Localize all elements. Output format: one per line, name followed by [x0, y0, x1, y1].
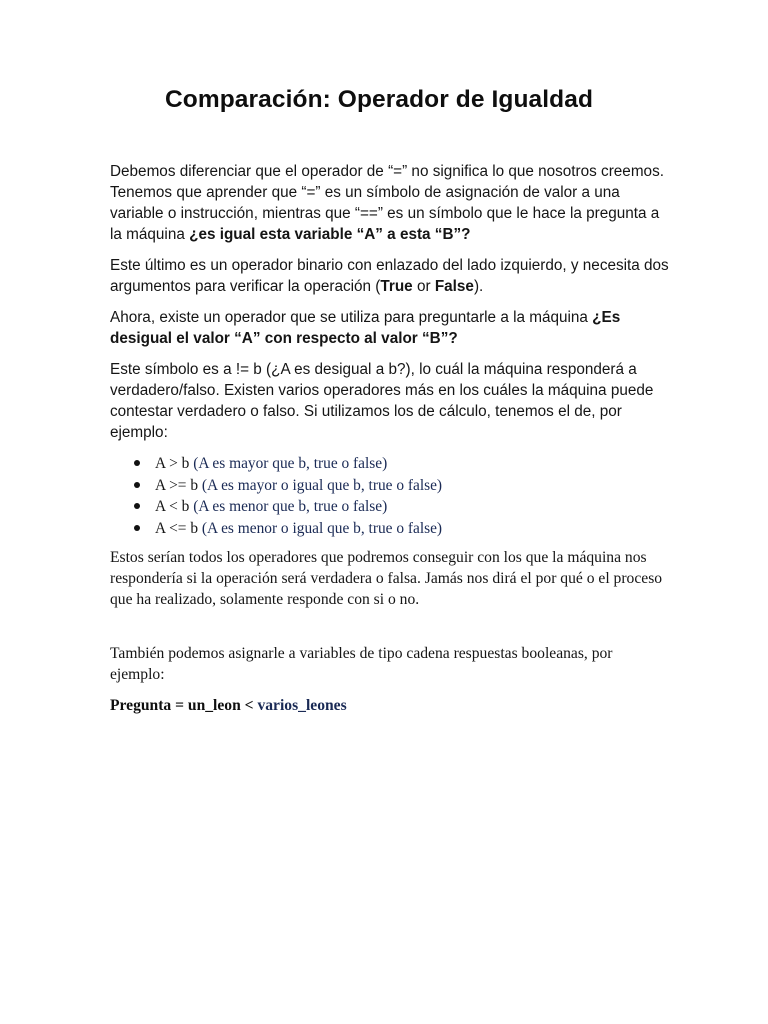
- false-keyword: False: [434, 278, 474, 295]
- operator-description: (A es mayor o igual que b, true o false): [198, 476, 443, 494]
- paragraph-binary-close: ).: [473, 278, 484, 295]
- paragraph-intro-text: Debemos diferenciar que el operador de “=” no significa lo que nosotros creemos. Tenemos que aprender que “=” es un símbolo de asignación de valor a una variable o instrucción, mientras que “==” es un símbolo que le hace la pregunta a la máquina: [110, 163, 664, 243]
- list-item: [134, 496, 670, 518]
- paragraph-inequality-text: Ahora, existe un operador que se utiliza para preguntarle a la máquina: [110, 309, 593, 326]
- bullet-icon: [134, 503, 140, 509]
- page-title: Comparación: Operador de Igualdad: [164, 86, 594, 113]
- paragraph-intro-question: ¿es igual esta variable “A” a esta “B”?: [189, 226, 471, 243]
- spacer: [110, 610, 670, 643]
- paragraph-inequality: [110, 307, 670, 349]
- or-word: or: [412, 278, 435, 295]
- document-body: [110, 161, 670, 716]
- bullet-icon: [134, 525, 140, 531]
- bullet-icon: [134, 460, 140, 466]
- operator-expression: A <= b: [155, 519, 199, 537]
- operator-expression: A > b: [155, 455, 190, 472]
- code-example-lhs: Pregunta = un_leon <: [110, 697, 258, 714]
- paragraph-inequality-question: ¿Es desigual el valor “A” con respecto al valor “B”?: [110, 309, 621, 347]
- code-example: [110, 695, 670, 716]
- operator-description: (A es menor o igual que b, true o false): [198, 519, 443, 537]
- list-item: [134, 518, 670, 540]
- paragraph-assignment: También podemos asignarle a variables de tipo cadena respuestas booleanas, por ejemplo:: [110, 645, 613, 683]
- true-keyword: True: [380, 278, 413, 295]
- operator-expression: A >= b: [155, 476, 199, 494]
- list-item: [134, 475, 670, 497]
- paragraph-summary: Estos serían todos los operadores que podremos conseguir con los que la máquina nos respondería si la operación será verdadera o falsa. Jamás nos dirá el por qué o el proceso que ha realizado, solamente responde con si o no.: [110, 549, 663, 608]
- bullet-icon: [134, 482, 140, 488]
- paragraph-binary-operator: [110, 255, 670, 297]
- list-item: [134, 453, 670, 475]
- operator-description: (A es menor que b, true o false): [189, 498, 388, 515]
- operators-list: [110, 453, 670, 539]
- paragraph-intro: [110, 161, 670, 245]
- operator-description: (A es mayor que b, true o false): [189, 455, 388, 472]
- paragraph-binary-text: Este último es un operador binario con enlazado del lado izquierdo, y necesita dos argumentos para verificar la operación (: [110, 257, 669, 295]
- paragraph-symbol: Este símbolo es a != b (¿A es desigual a b?), lo cuál la máquina responderá a verdadero/falso. Existen varios operadores más en los cuáles la máquina puede contestar verdadero o falso. Si utilizamos los de cálculo, tenemos el de, por ejemplo:: [110, 361, 654, 441]
- operator-expression: A < b: [155, 498, 190, 515]
- code-example-rhs: varios_leones: [257, 697, 347, 714]
